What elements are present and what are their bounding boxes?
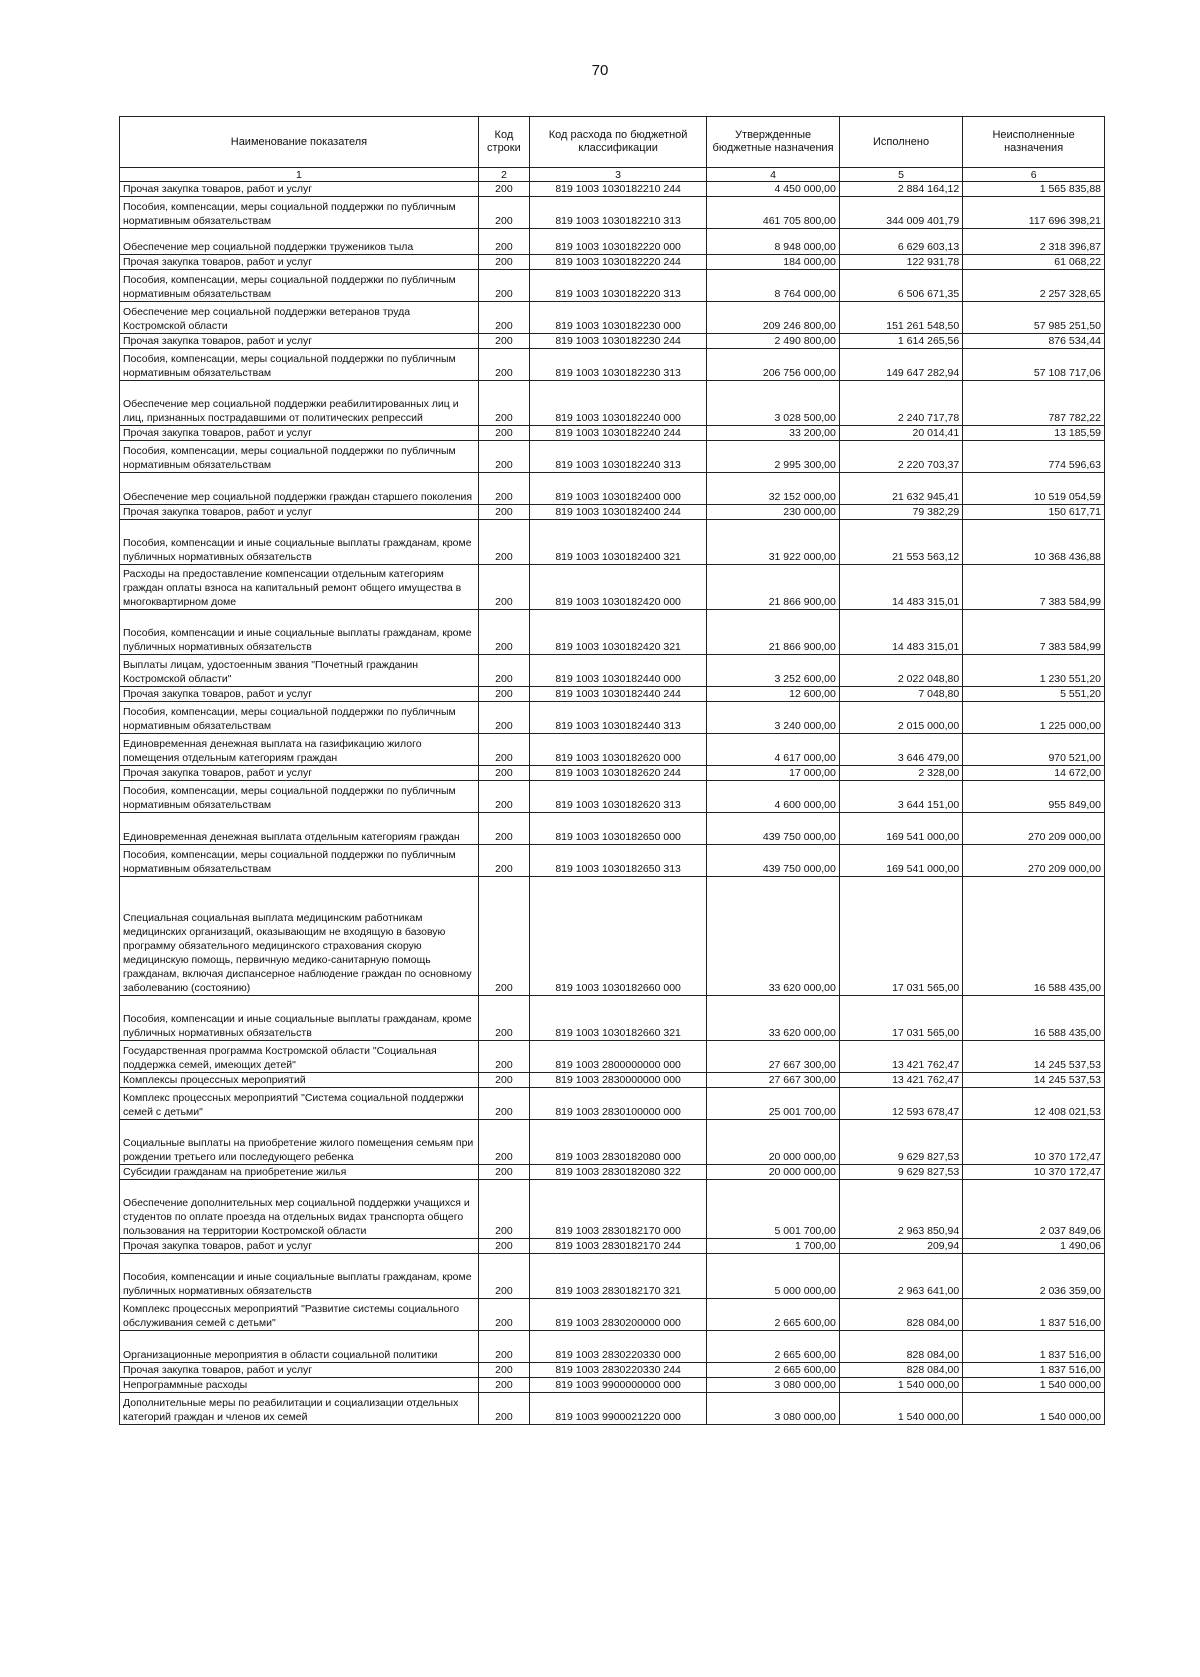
row-name: Единовременная денежная выплата на газификацию жилого помещения отдельным категориям граждан [120, 734, 479, 766]
column-number: 3 [529, 168, 706, 182]
row-budget-code: 819 1003 1030182210 244 [529, 182, 706, 197]
budget-execution-table [119, 116, 1105, 1425]
row-budget-code: 819 1003 1030182240 000 [529, 381, 706, 426]
row-executed: 79 382,29 [839, 505, 962, 520]
table-row [120, 1180, 1105, 1239]
table-row [120, 845, 1105, 877]
row-budget-code: 819 1003 9900000000 000 [529, 1378, 706, 1393]
row-name: Прочая закупка товаров, работ и услуг [120, 255, 479, 270]
row-budget-code: 819 1003 1030182620 244 [529, 766, 706, 781]
row-line-code: 200 [478, 1254, 529, 1299]
row-unexecuted: 1 837 516,00 [963, 1331, 1105, 1363]
row-line-code: 200 [478, 197, 529, 229]
row-name: Пособия, компенсации, меры социальной поддержки по публичным нормативным обязательствам [120, 349, 479, 381]
row-line-code: 200 [478, 255, 529, 270]
row-approved: 4 600 000,00 [707, 781, 840, 813]
row-budget-code: 819 1003 1030182230 244 [529, 334, 706, 349]
table-row [120, 781, 1105, 813]
table-row [120, 349, 1105, 381]
row-budget-code: 819 1003 1030182420 000 [529, 565, 706, 610]
row-unexecuted: 1 540 000,00 [963, 1393, 1105, 1425]
row-unexecuted: 2 037 849,06 [963, 1180, 1105, 1239]
row-budget-code: 819 1003 2830182080 322 [529, 1165, 706, 1180]
table-row [120, 1165, 1105, 1180]
table-row [120, 1378, 1105, 1393]
row-name: Дополнительные меры по реабилитации и социализации отдельных категорий граждан и членов их семей [120, 1393, 479, 1425]
row-approved: 1 700,00 [707, 1239, 840, 1254]
row-executed: 6 506 671,35 [839, 270, 962, 302]
table-row [120, 702, 1105, 734]
row-name: Обеспечение дополнительных мер социальной поддержки учащихся и студентов по оплате проезда на отдельных видах транспорта общего пользования на территории Костромской области [120, 1180, 479, 1239]
row-executed: 149 647 282,94 [839, 349, 962, 381]
row-budget-code: 819 1003 1030182240 244 [529, 426, 706, 441]
row-name: Расходы на предоставление компенсации отдельным категориям граждан оплаты взноса на капитальный ремонт общего имущества в многоквартирном доме [120, 565, 479, 610]
row-line-code: 200 [478, 1393, 529, 1425]
row-unexecuted: 2 036 359,00 [963, 1254, 1105, 1299]
row-name: Специальная социальная выплата медицинским работникам медицинских организаций, оказывающим не входящую в базовую программу обязательного медицинского страхования скорую медицинскую помощь, первичную медико-санитарную помощь гражданам, включая диспансерное наблюдение граждан по основному заболеванию (состоянию) [120, 877, 479, 996]
row-unexecuted: 787 782,22 [963, 381, 1105, 426]
row-unexecuted: 10 370 172,47 [963, 1120, 1105, 1165]
table-row [120, 441, 1105, 473]
row-unexecuted: 1 837 516,00 [963, 1363, 1105, 1378]
row-line-code: 200 [478, 1165, 529, 1180]
row-budget-code: 819 1003 1030182220 313 [529, 270, 706, 302]
row-executed: 2 963 641,00 [839, 1254, 962, 1299]
row-budget-code: 819 1003 1030182400 321 [529, 520, 706, 565]
row-executed: 3 644 151,00 [839, 781, 962, 813]
row-budget-code: 819 1003 2830220330 244 [529, 1363, 706, 1378]
table-row [120, 255, 1105, 270]
row-line-code: 200 [478, 302, 529, 334]
row-unexecuted: 7 383 584,99 [963, 565, 1105, 610]
row-budget-code: 819 1003 1030182400 000 [529, 473, 706, 505]
row-unexecuted: 1 565 835,88 [963, 182, 1105, 197]
row-unexecuted: 16 588 435,00 [963, 996, 1105, 1041]
row-line-code: 200 [478, 1378, 529, 1393]
row-budget-code: 819 1003 1030182660 000 [529, 877, 706, 996]
row-unexecuted: 10 370 172,47 [963, 1165, 1105, 1180]
table-row [120, 687, 1105, 702]
table-row [120, 182, 1105, 197]
row-approved: 209 246 800,00 [707, 302, 840, 334]
row-budget-code: 819 1003 2830182170 244 [529, 1239, 706, 1254]
row-name: Обеспечение мер социальной поддержки тружеников тыла [120, 229, 479, 255]
row-name: Пособия, компенсации, меры социальной поддержки по публичным нормативным обязательствам [120, 441, 479, 473]
row-unexecuted: 970 521,00 [963, 734, 1105, 766]
row-approved: 31 922 000,00 [707, 520, 840, 565]
column-number: 5 [839, 168, 962, 182]
row-approved: 2 995 300,00 [707, 441, 840, 473]
column-number: 2 [478, 168, 529, 182]
header-executed: Исполнено [839, 117, 962, 168]
row-budget-code: 819 1003 1030182620 000 [529, 734, 706, 766]
row-executed: 2 884 164,12 [839, 182, 962, 197]
row-executed: 828 084,00 [839, 1363, 962, 1378]
table-row [120, 734, 1105, 766]
row-executed: 12 593 678,47 [839, 1088, 962, 1120]
row-name: Государственная программа Костромской области "Социальная поддержка семей, имеющих детей" [120, 1041, 479, 1073]
row-budget-code: 819 1003 1030182220 000 [529, 229, 706, 255]
row-line-code: 200 [478, 702, 529, 734]
row-executed: 2 328,00 [839, 766, 962, 781]
table-row [120, 197, 1105, 229]
row-approved: 439 750 000,00 [707, 813, 840, 845]
row-approved: 27 667 300,00 [707, 1041, 840, 1073]
row-line-code: 200 [478, 845, 529, 877]
table-row [120, 381, 1105, 426]
row-line-code: 200 [478, 1331, 529, 1363]
header-line-code: Код строки [478, 117, 529, 168]
row-name: Обеспечение мер социальной поддержки реабилитированных лиц и лиц, признанных пострадавшими от политических репрессий [120, 381, 479, 426]
row-budget-code: 819 1003 1030182210 313 [529, 197, 706, 229]
table-row [120, 1363, 1105, 1378]
row-name: Прочая закупка товаров, работ и услуг [120, 182, 479, 197]
row-unexecuted: 2 318 396,87 [963, 229, 1105, 255]
table-row [120, 1239, 1105, 1254]
row-approved: 4 617 000,00 [707, 734, 840, 766]
table-row [120, 1393, 1105, 1425]
row-line-code: 200 [478, 1299, 529, 1331]
row-unexecuted: 12 408 021,53 [963, 1088, 1105, 1120]
row-line-code: 200 [478, 520, 529, 565]
row-budget-code: 819 1003 9900021220 000 [529, 1393, 706, 1425]
row-executed: 2 022 048,80 [839, 655, 962, 687]
row-budget-code: 819 1003 2830200000 000 [529, 1299, 706, 1331]
row-line-code: 200 [478, 565, 529, 610]
row-approved: 20 000 000,00 [707, 1165, 840, 1180]
row-approved: 25 001 700,00 [707, 1088, 840, 1120]
row-executed: 2 963 850,94 [839, 1180, 962, 1239]
row-line-code: 200 [478, 505, 529, 520]
row-executed: 151 261 548,50 [839, 302, 962, 334]
table-row [120, 1299, 1105, 1331]
table-row [120, 334, 1105, 349]
table-row [120, 996, 1105, 1041]
row-unexecuted: 57 985 251,50 [963, 302, 1105, 334]
row-line-code: 200 [478, 381, 529, 426]
row-name: Обеспечение мер социальной поддержки ветеранов труда Костромской области [120, 302, 479, 334]
row-line-code: 200 [478, 1120, 529, 1165]
row-executed: 20 014,41 [839, 426, 962, 441]
row-name: Пособия, компенсации, меры социальной поддержки по публичным нормативным обязательствам [120, 197, 479, 229]
row-approved: 20 000 000,00 [707, 1120, 840, 1165]
row-budget-code: 819 1003 1030182440 000 [529, 655, 706, 687]
row-approved: 3 252 600,00 [707, 655, 840, 687]
row-executed: 1 540 000,00 [839, 1393, 962, 1425]
row-approved: 3 080 000,00 [707, 1378, 840, 1393]
row-executed: 828 084,00 [839, 1331, 962, 1363]
row-unexecuted: 7 383 584,99 [963, 610, 1105, 655]
row-name: Прочая закупка товаров, работ и услуг [120, 426, 479, 441]
column-number: 4 [707, 168, 840, 182]
row-line-code: 200 [478, 996, 529, 1041]
row-line-code: 200 [478, 426, 529, 441]
row-approved: 27 667 300,00 [707, 1073, 840, 1088]
row-name: Субсидии гражданам на приобретение жилья [120, 1165, 479, 1180]
row-name: Пособия, компенсации и иные социальные выплаты гражданам, кроме публичных нормативных обязательств [120, 520, 479, 565]
row-approved: 32 152 000,00 [707, 473, 840, 505]
row-approved: 461 705 800,00 [707, 197, 840, 229]
row-name: Пособия, компенсации и иные социальные выплаты гражданам, кроме публичных нормативных обязательств [120, 1254, 479, 1299]
row-executed: 122 931,78 [839, 255, 962, 270]
row-budget-code: 819 1003 1030182660 321 [529, 996, 706, 1041]
table-row [120, 229, 1105, 255]
row-unexecuted: 2 257 328,65 [963, 270, 1105, 302]
row-approved: 21 866 900,00 [707, 610, 840, 655]
row-budget-code: 819 1003 1030182220 244 [529, 255, 706, 270]
table-row [120, 766, 1105, 781]
row-name: Комплекс процессных мероприятий "Развитие системы социального обслуживания семей с детьми" [120, 1299, 479, 1331]
row-executed: 7 048,80 [839, 687, 962, 702]
row-approved: 5 000 000,00 [707, 1254, 840, 1299]
table-row [120, 1041, 1105, 1073]
row-executed: 17 031 565,00 [839, 877, 962, 996]
row-name: Прочая закупка товаров, работ и услуг [120, 334, 479, 349]
table-row [120, 1331, 1105, 1363]
row-executed: 344 009 401,79 [839, 197, 962, 229]
row-line-code: 200 [478, 1041, 529, 1073]
row-approved: 8 948 000,00 [707, 229, 840, 255]
row-name: Прочая закупка товаров, работ и услуг [120, 505, 479, 520]
row-unexecuted: 14 245 537,53 [963, 1073, 1105, 1088]
header-indicator-name: Наименование показателя [120, 117, 479, 168]
row-unexecuted: 1 837 516,00 [963, 1299, 1105, 1331]
table-row [120, 877, 1105, 996]
row-executed: 9 629 827,53 [839, 1120, 962, 1165]
row-line-code: 200 [478, 334, 529, 349]
row-approved: 12 600,00 [707, 687, 840, 702]
row-name: Социальные выплаты на приобретение жилого помещения семьям при рождении третьего или последующего ребенка [120, 1120, 479, 1165]
row-line-code: 200 [478, 813, 529, 845]
row-unexecuted: 13 185,59 [963, 426, 1105, 441]
row-name: Комплексы процессных мероприятий [120, 1073, 479, 1088]
row-budget-code: 819 1003 2830000000 000 [529, 1073, 706, 1088]
row-line-code: 200 [478, 687, 529, 702]
row-name: Прочая закупка товаров, работ и услуг [120, 1239, 479, 1254]
row-executed: 21 632 945,41 [839, 473, 962, 505]
row-line-code: 200 [478, 766, 529, 781]
row-name: Единовременная денежная выплата отдельным категориям граждан [120, 813, 479, 845]
row-executed: 14 483 315,01 [839, 565, 962, 610]
row-line-code: 200 [478, 473, 529, 505]
row-executed: 828 084,00 [839, 1299, 962, 1331]
row-budget-code: 819 1003 1030182650 313 [529, 845, 706, 877]
row-executed: 2 220 703,37 [839, 441, 962, 473]
row-line-code: 200 [478, 1239, 529, 1254]
row-budget-code: 819 1003 1030182440 313 [529, 702, 706, 734]
row-budget-code: 819 1003 2830182170 000 [529, 1180, 706, 1239]
row-line-code: 200 [478, 1363, 529, 1378]
row-approved: 4 450 000,00 [707, 182, 840, 197]
row-unexecuted: 117 696 398,21 [963, 197, 1105, 229]
row-unexecuted: 270 209 000,00 [963, 813, 1105, 845]
page-number: 70 [591, 62, 609, 79]
row-approved: 230 000,00 [707, 505, 840, 520]
row-name: Пособия, компенсации, меры социальной поддержки по публичным нормативным обязательствам [120, 270, 479, 302]
row-approved: 17 000,00 [707, 766, 840, 781]
row-approved: 2 490 800,00 [707, 334, 840, 349]
row-approved: 21 866 900,00 [707, 565, 840, 610]
row-budget-code: 819 1003 1030182230 313 [529, 349, 706, 381]
row-name: Прочая закупка товаров, работ и услуг [120, 1363, 479, 1378]
table-row [120, 473, 1105, 505]
table-row [120, 655, 1105, 687]
table-row [120, 1088, 1105, 1120]
row-budget-code: 819 1003 1030182240 313 [529, 441, 706, 473]
row-approved: 2 665 600,00 [707, 1299, 840, 1331]
row-line-code: 200 [478, 441, 529, 473]
table-row [120, 1073, 1105, 1088]
row-unexecuted: 5 551,20 [963, 687, 1105, 702]
column-number: 6 [963, 168, 1105, 182]
row-line-code: 200 [478, 349, 529, 381]
row-unexecuted: 270 209 000,00 [963, 845, 1105, 877]
row-unexecuted: 1 230 551,20 [963, 655, 1105, 687]
row-name: Комплекс процессных мероприятий "Система социальной поддержки семей с детьми" [120, 1088, 479, 1120]
table-row [120, 610, 1105, 655]
row-unexecuted: 1 225 000,00 [963, 702, 1105, 734]
row-approved: 33 620 000,00 [707, 996, 840, 1041]
row-name: Прочая закупка товаров, работ и услуг [120, 687, 479, 702]
row-executed: 13 421 762,47 [839, 1073, 962, 1088]
row-name: Прочая закупка товаров, работ и услуг [120, 766, 479, 781]
column-number-row [120, 168, 1105, 182]
row-approved: 33 200,00 [707, 426, 840, 441]
row-approved: 184 000,00 [707, 255, 840, 270]
header-unexecuted: Неисполненные назначения [963, 117, 1105, 168]
row-line-code: 200 [478, 655, 529, 687]
row-executed: 169 541 000,00 [839, 813, 962, 845]
row-name: Обеспечение мер социальной поддержки граждан старшего поколения [120, 473, 479, 505]
row-executed: 2 015 000,00 [839, 702, 962, 734]
row-budget-code: 819 1003 1030182440 244 [529, 687, 706, 702]
row-line-code: 200 [478, 1088, 529, 1120]
row-executed: 1 540 000,00 [839, 1378, 962, 1393]
row-name: Пособия, компенсации, меры социальной поддержки по публичным нормативным обязательствам [120, 845, 479, 877]
row-approved: 206 756 000,00 [707, 349, 840, 381]
table-row [120, 1254, 1105, 1299]
row-line-code: 200 [478, 1073, 529, 1088]
row-approved: 3 028 500,00 [707, 381, 840, 426]
row-name: Пособия, компенсации и иные социальные выплаты гражданам, кроме публичных нормативных обязательств [120, 996, 479, 1041]
row-name: Пособия, компенсации, меры социальной поддержки по публичным нормативным обязательствам [120, 702, 479, 734]
table-body [120, 182, 1105, 1425]
column-number: 1 [120, 168, 479, 182]
row-line-code: 200 [478, 229, 529, 255]
table-row [120, 520, 1105, 565]
row-name: Выплаты лицам, удостоенным звания "Почетный гражданин Костромской области" [120, 655, 479, 687]
row-executed: 14 483 315,01 [839, 610, 962, 655]
row-executed: 21 553 563,12 [839, 520, 962, 565]
row-unexecuted: 14 672,00 [963, 766, 1105, 781]
row-executed: 2 240 717,78 [839, 381, 962, 426]
row-unexecuted: 876 534,44 [963, 334, 1105, 349]
row-unexecuted: 57 108 717,06 [963, 349, 1105, 381]
row-line-code: 200 [478, 1180, 529, 1239]
row-budget-code: 819 1003 1030182400 244 [529, 505, 706, 520]
table-row [120, 565, 1105, 610]
row-executed: 169 541 000,00 [839, 845, 962, 877]
table-row [120, 813, 1105, 845]
row-name: Пособия, компенсации, меры социальной поддержки по публичным нормативным обязательствам [120, 781, 479, 813]
row-name: Организационные мероприятия в области социальной политики [120, 1331, 479, 1363]
row-approved: 3 240 000,00 [707, 702, 840, 734]
row-budget-code: 819 1003 1030182620 313 [529, 781, 706, 813]
row-budget-code: 819 1003 2800000000 000 [529, 1041, 706, 1073]
row-unexecuted: 14 245 537,53 [963, 1041, 1105, 1073]
header-approved: Утвержденные бюджетные назначения [707, 117, 840, 168]
row-line-code: 200 [478, 734, 529, 766]
row-unexecuted: 1 490,06 [963, 1239, 1105, 1254]
row-approved: 2 665 600,00 [707, 1331, 840, 1363]
row-unexecuted: 150 617,71 [963, 505, 1105, 520]
row-line-code: 200 [478, 781, 529, 813]
row-approved: 5 001 700,00 [707, 1180, 840, 1239]
row-approved: 3 080 000,00 [707, 1393, 840, 1425]
row-budget-code: 819 1003 1030182650 000 [529, 813, 706, 845]
row-executed: 9 629 827,53 [839, 1165, 962, 1180]
row-unexecuted: 61 068,22 [963, 255, 1105, 270]
row-budget-code: 819 1003 2830100000 000 [529, 1088, 706, 1120]
row-unexecuted: 774 596,63 [963, 441, 1105, 473]
table-row [120, 426, 1105, 441]
header-row [120, 117, 1105, 168]
row-unexecuted: 955 849,00 [963, 781, 1105, 813]
row-budget-code: 819 1003 2830182170 321 [529, 1254, 706, 1299]
row-line-code: 200 [478, 270, 529, 302]
row-executed: 3 646 479,00 [839, 734, 962, 766]
row-name: Пособия, компенсации и иные социальные выплаты гражданам, кроме публичных нормативных обязательств [120, 610, 479, 655]
row-approved: 2 665 600,00 [707, 1363, 840, 1378]
row-unexecuted: 10 519 054,59 [963, 473, 1105, 505]
table-row [120, 1120, 1105, 1165]
row-budget-code: 819 1003 2830182080 000 [529, 1120, 706, 1165]
row-name: Непрограммные расходы [120, 1378, 479, 1393]
row-unexecuted: 1 540 000,00 [963, 1378, 1105, 1393]
row-executed: 13 421 762,47 [839, 1041, 962, 1073]
table-row [120, 270, 1105, 302]
table-row [120, 302, 1105, 334]
row-unexecuted: 10 368 436,88 [963, 520, 1105, 565]
row-approved: 439 750 000,00 [707, 845, 840, 877]
row-executed: 6 629 603,13 [839, 229, 962, 255]
row-executed: 1 614 265,56 [839, 334, 962, 349]
row-line-code: 200 [478, 877, 529, 996]
row-line-code: 200 [478, 610, 529, 655]
row-budget-code: 819 1003 1030182230 000 [529, 302, 706, 334]
row-line-code: 200 [478, 182, 529, 197]
row-approved: 33 620 000,00 [707, 877, 840, 996]
row-budget-code: 819 1003 2830220330 000 [529, 1331, 706, 1363]
header-budget-code: Код расхода по бюджетной классификации [529, 117, 706, 168]
row-approved: 8 764 000,00 [707, 270, 840, 302]
row-budget-code: 819 1003 1030182420 321 [529, 610, 706, 655]
table-row [120, 505, 1105, 520]
row-executed: 209,94 [839, 1239, 962, 1254]
row-unexecuted: 16 588 435,00 [963, 877, 1105, 996]
row-executed: 17 031 565,00 [839, 996, 962, 1041]
